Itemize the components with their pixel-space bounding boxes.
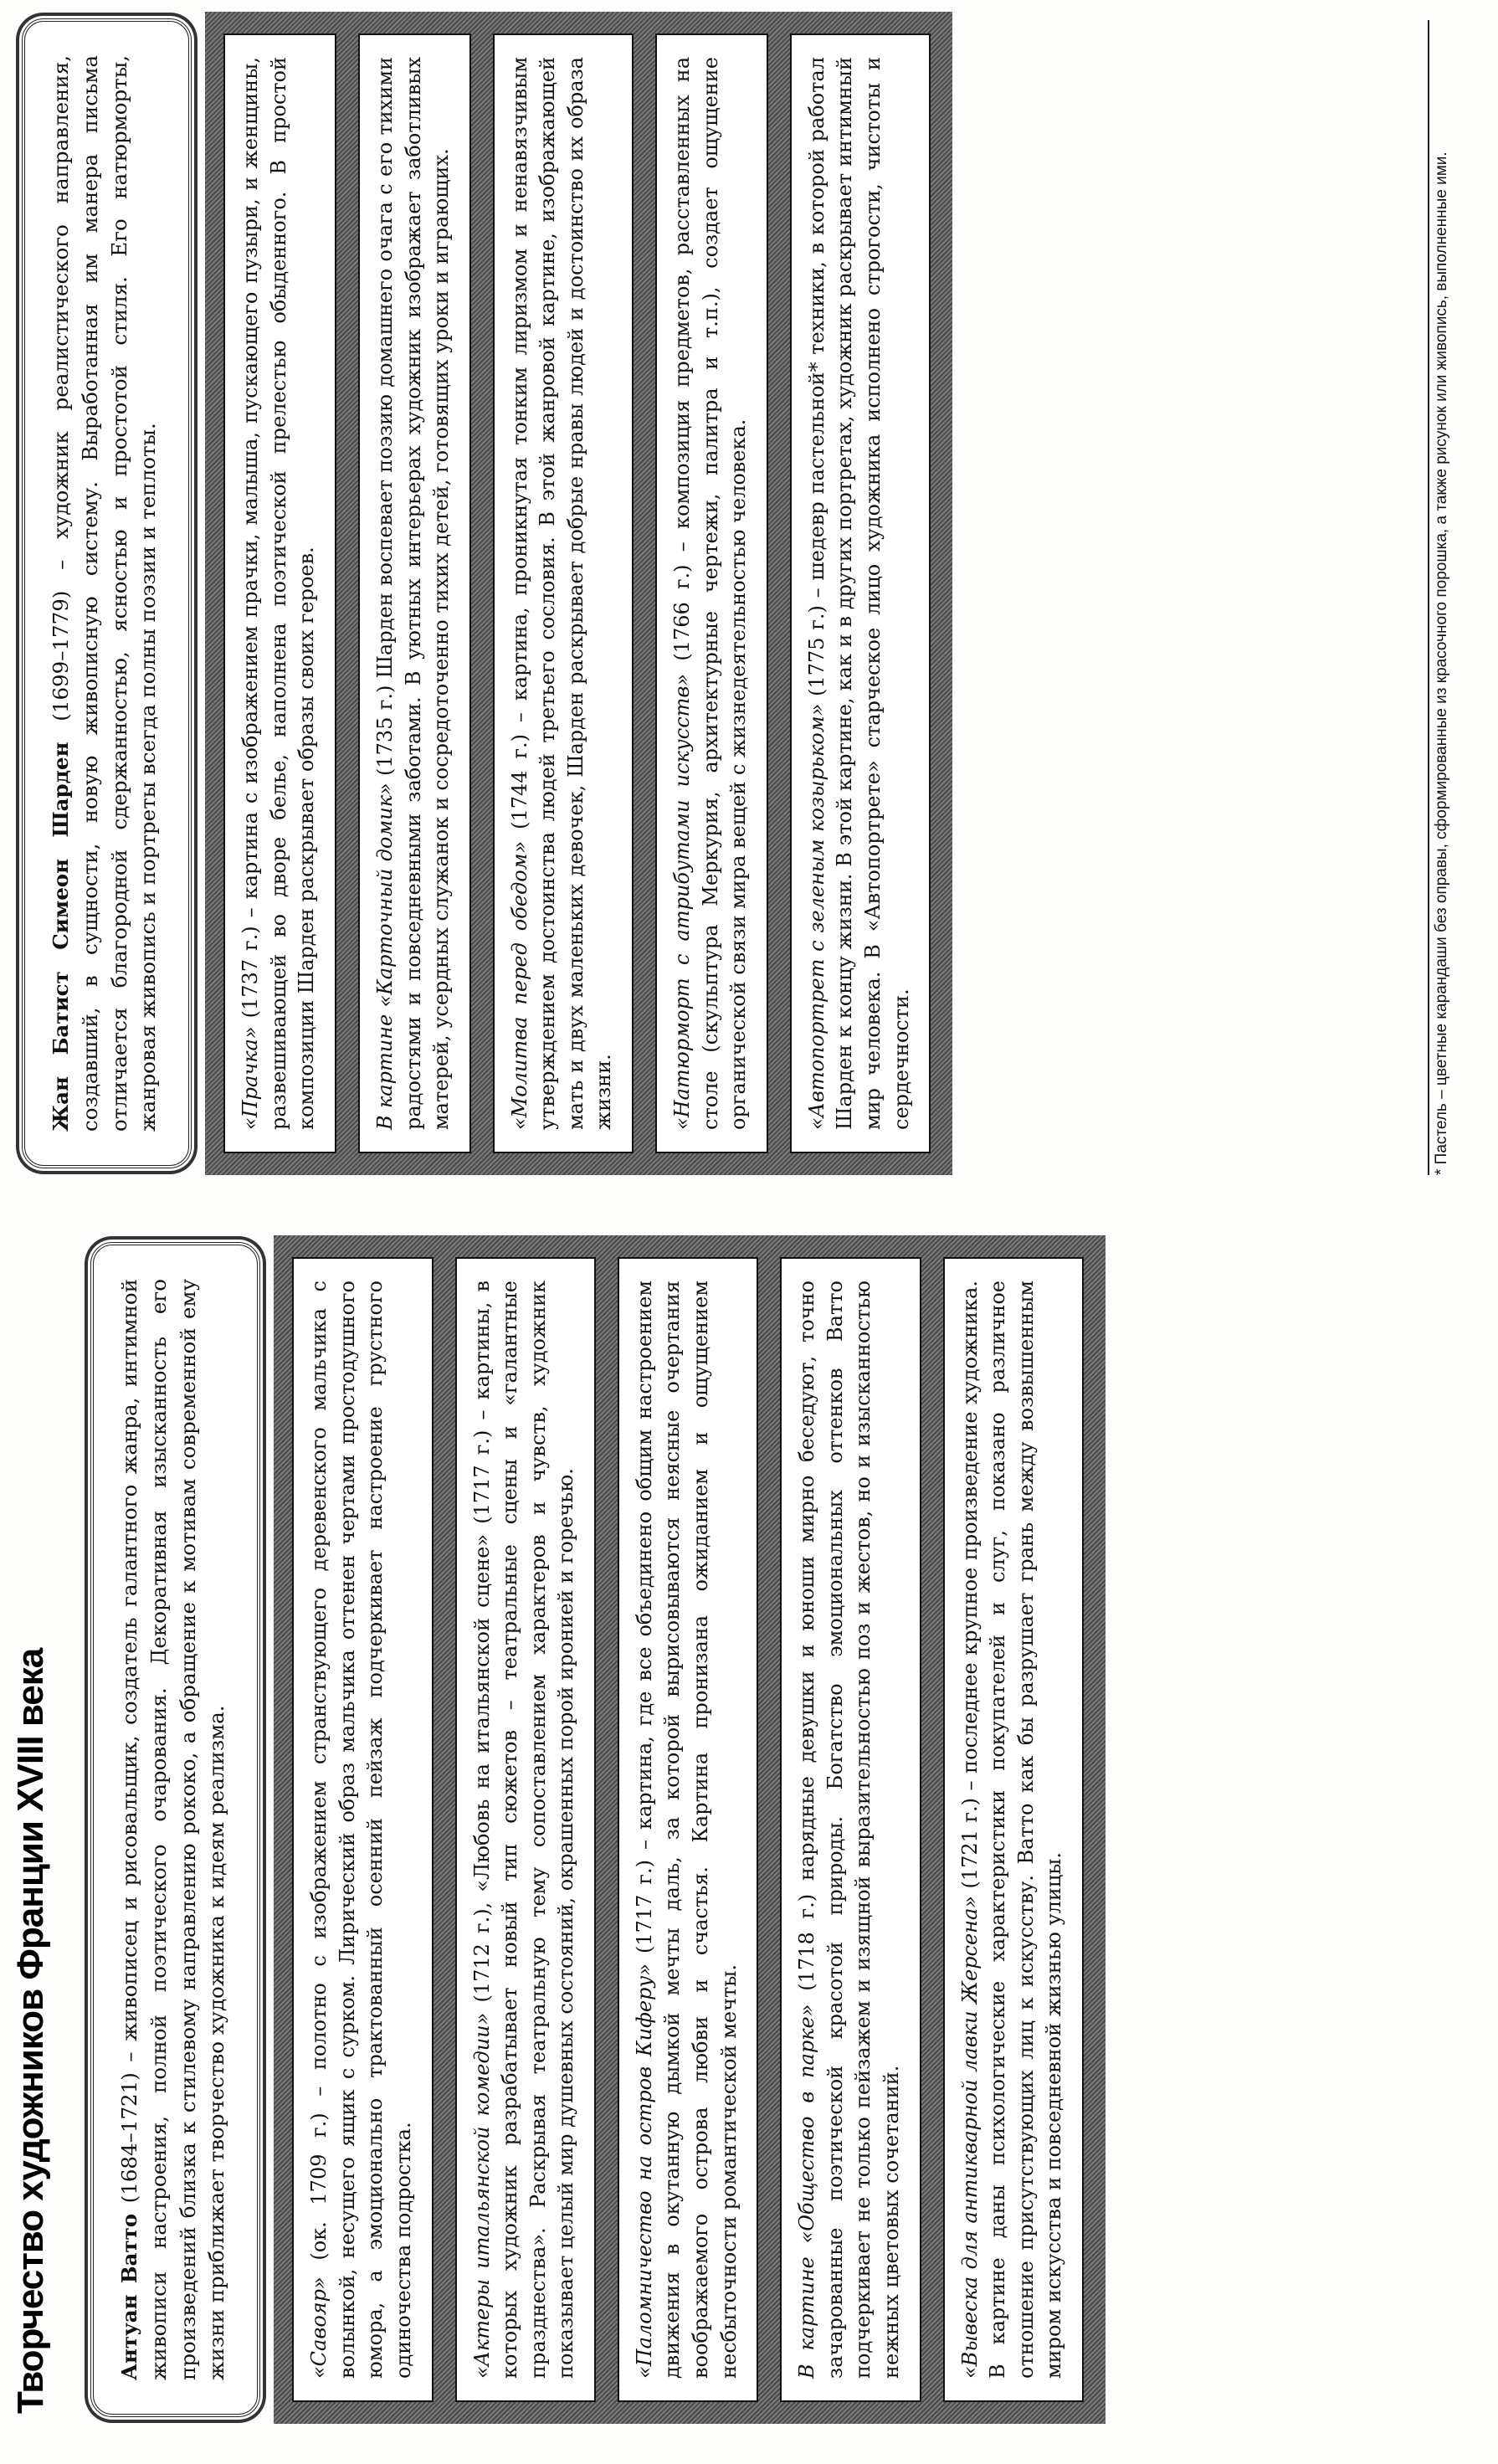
card-text: (1712 г.), «Любовь на итальянской сцене» (1717 г.) – картины, в которых художник разрабатывает новый тип сюжетов – театральные сцены и «галантные празднества». Раскрывая театральную тему сопоставлением характеров и чувств, художник показывает целый мир душевных состояний, окрашенных порой иронией и горечью. [469,1281,578,2379]
watteau-intro-text: (1684–1721) – живописец и рисовальщик, создатель галантного жанра, интимной живописи настроения, полной поэтического очарования. Декоративная изысканность его произведений близка к стилевому направлению рококо, а обращение к мотивам современной ему жизни приближает творчество художника к идеям реализма. [117,1279,229,2380]
card-title: «Натюрморт с атрибутами искусств» [670,673,695,1130]
watteau-column [84,1235,1473,2424]
chardin-name: Жан Батист Симеон Шарден [49,742,73,1132]
card-title: «Актеры итальянской комедии» [469,2012,494,2379]
chardin-card-still-life [655,33,768,1153]
watteau-card-actors [455,1257,596,2402]
card-text: (1744 г.) – картина, проникнутая тонким лиризмом и ненавязчивым утверждением достоинства людей третьего сословия. В этой жанровой картине, изображающей мать и двух маленьких девочек, Шарден раскрывает добрые нравы людей и достоинство их образа жизни. [507,57,616,1130]
card-text: (1766 г.) – композиция предметов, расставленных на столе (скульптура Меркурия, архитектурные чертежи, палитра и т.п.), создает ощущение органической связи мира вещей с жизнедеятельностью человека. [670,56,751,1130]
card-text: (1737 г.) – картина с изображением прачки, малыша, пускающего пузыри, и женщины, развешивающей во дворе белье, наполнена поэтической прелестью обыденного. В простой композиции Шарден раскрывает образы своих героев. [239,57,319,1130]
card-text: (1735 г.) Шарден воспевает поэзию домашнего очага с его тихими радостями и повседневными заботами. В уютных интерьерах художник изображает заботливых матерей, усердных служанок и сосредоточенно тихих детей, готовящих уроки и играющих. [372,56,454,1130]
card-text: (1721 г.) – последнее крупное произведение художника. В картине даны психологические характеристики покупателей и слуг, показано различное отношение присутствующих лиц к искусству. Ватто как бы разрушает грань между возвышенным миром искусства и повседневной жизнью улицы. [957,1281,1066,2379]
card-text: (1718 г.) нарядные девушки и юноши мирно беседуют, точно зачарованные поэтической красотой природы. Богатство эмоциональных оттенков Ватто подчеркивает не только пейзажем и изящной выразительностью поз и жестов, но и изысканностью нежных цветовых сочетаний. [795,1281,904,2379]
card-text: (1775 г.) – шедевр пастельной* техники, в которой работал Шарден к концу жизни. В этой картине, как и в других портретах, художник раскрывает интимный мир человека. В «Автопортрете» старческое лицо художника исполнено строгости, чистоты и сердечности. [804,57,913,1130]
chardin-card-grace [493,33,634,1153]
card-title: «Паломничество на остров Киферу» [632,1963,656,2379]
chardin-intro-text: (1699–1779) – художник реалистического направления, создавший, в сущности, новую живописную систему. Выработанная им манера письма отличается благородной сдержанностью, ясностью и простотой стиля. Его натюрморты, жанровая живопись и портреты всегда полны поэзии и теплоты. [49,55,161,1132]
footnote-divider [1428,20,1429,1175]
card-title: «Прачка» [239,1026,263,1130]
chardin-cards-frame [205,12,952,1175]
chardin-column [15,12,1438,1175]
watteau-card-savoyard [292,1257,433,2402]
chardin-card-self-portrait [790,33,931,1153]
card-title: «Савояр» [307,2277,331,2379]
card-text: (1717 г.) – картина, где все объединено общим настроением движения в окутанную дымкой мечты даль, за которой вырисовываются неясные очертания воображаемого острова любви и счастья. Картина пронизана ожиданием и ощущением несбыточности романтической мечты. [632,1281,741,2379]
chardin-card-house-of-cards [358,33,471,1153]
card-title: «Вывеска для антикварной лавки Жерсена» [957,1896,982,2379]
card-title: В картине «Общество в парке» [795,2004,819,2379]
page-title: Творчество художников Франции XVIII века [10,1648,51,2414]
watteau-card-gersaint [943,1257,1084,2402]
chardin-card-laundress [223,33,336,1153]
watteau-card-park [780,1257,921,2402]
watteau-card-cythera [618,1257,758,2402]
watteau-name: Антуан Ватто [117,2213,141,2380]
card-text: (ок. 1709 г.) – полотно с изображением странствующего деревенского мальчика с волынкой, несущего ящик с сурком. Лирический образ мальчика оттенен чертами простодушного юмора, а эмоционально трактованный осенний пейзаж подчеркивает настроение грустного одиночества подростка. [307,1281,415,2379]
card-title: «Молитва перед обедом» [507,840,531,1130]
card-title: «Автопортрет с зеленым козырьком» [804,703,829,1130]
watteau-intro [90,1242,260,2417]
footnote: * Пастель – цветные карандаши без оправы, сформированные из красочного порошка, а также рисунок или живопись, выполненные ими. [1433,151,1450,1175]
card-title: В картине «Карточный домик» [372,783,397,1130]
chardin-intro [22,18,192,1168]
watteau-cards-frame [274,1235,1106,2424]
